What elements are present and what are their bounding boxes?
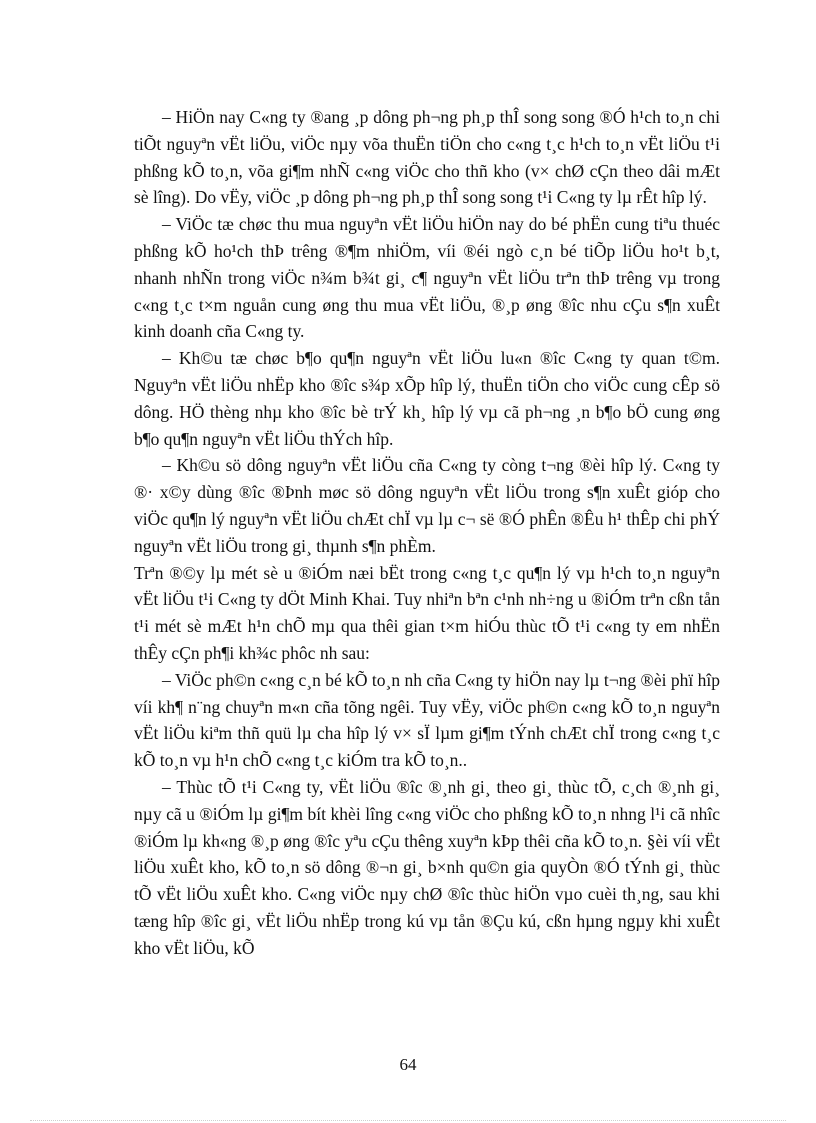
page-bottom-divider — [30, 1120, 786, 1121]
paragraph-2: – ViÖc tæ chøc thu mua nguyªn vËt liÖu hiÖn nay do bé phËn cung tiªu thuéc phßng kÕ ho¹ch thÞ trêng ®¶m nhiÖm, víi ®éi ngò c¸n bé tiÕp liÖu ho¹t b¸t, nhanh nhÑn trong viÖc n¾m b¾t gi¸ c¶ nguyªn vËt liÖu trªn thÞ trêng vµ trong c«ng t¸c t×m nguån cung øng thu mua vËt liÖu, ®¸p øng ®îc nhu cÇu s¶n xuÊt kinh doanh cña C«ng ty. — [134, 214, 720, 342]
paragraph-6: – ViÖc ph©n c«ng c¸n bé kÕ to¸n nh cña C«ng ty hiÖn nay lµ t¬ng ®èi phï hîp víi kh¶ n¨ng chuyªn m«n cña tõng ngêi. Tuy vËy, viÖc ph©n c«ng kÕ to¸n nguyªn vËt liÖu kiªm thñ quü lµ cha hîp lý v× sÏ lµm gi¶m tÝnh chÆt chÏ trong c«ng t¸c kÕ to¸n vµ h¹n chÕ c«ng t¸c kiÓm tra kÕ to¸n.. — [134, 669, 720, 771]
page-number: 64 — [399, 1055, 417, 1074]
paragraph-4: – Kh©u sö dông nguyªn vËt liÖu cña C«ng ty còng t¬ng ®èi hîp lý. C«ng ty ®· x©y dùng ®îc ®Þnh møc sö dông nguyªn vËt liÖu trong s¶n xuÊt gióp cho viÖc qu¶n lý nguyªn vËt liÖu chÆt chÏ vµ lµ c¬ së ®Ó phÊn ®Êu h¹ thÊp chi phÝ nguyªn vËt liÖu trong gi¸ thµnh s¶n phÈm. — [134, 455, 720, 556]
paragraph-5: Trªn ®©y lµ mét sè u ®iÓm næi bËt trong c«ng t¸c qu¶n lý vµ h¹ch to¸n nguyªn vËt liÖu t¹i C«ng ty dÖt Minh Khai. Tuy nhiªn bªn c¹nh nh÷ng u ®iÓm trªn cßn tån t¹i mét sè mÆt h¹n chÕ mµ qua thêi gian t×m hiÓu thùc tÕ t¹i c«ng ty em nhËn thÊy cÇn ph¶i kh¾c phôc nh sau: — [134, 562, 720, 663]
paragraph-1: – HiÖn nay C«ng ty ®ang ¸p dông ph¬ng ph¸p thÎ song song ®Ó h¹ch to¸n chi tiÕt nguyªn vËt liÖu, viÖc nµy võa thuËn tiÖn cho c«ng t¸c h¹ch to¸n vËt liÖu t¹i phßng kÕ to¸n, võa gi¶m nhÑ c«ng viÖc cho thñ kho (v× chØ cÇn theo dâi mÆt sè lîng). Do vËy, viÖc ¸p dông ph¬ng ph¸p thÎ song song t¹i C«ng ty lµ rÊt hîp lý. — [134, 107, 720, 208]
page-body — [134, 104, 720, 962]
paragraph-3: – Kh©u tæ chøc b¶o qu¶n nguyªn vËt liÖu lu«n ®îc C«ng ty quan t©m. Nguyªn vËt liÖu nhËp kho ®îc s¾p xÕp hîp lý, thuËn tiÖn cho viÖc cung cÊp sö dông. HÖ thèng nhµ kho ®îc bè trÝ kh¸ hîp lý vµ cã ph¬ng ¸n b¶o bÖ cung øng b¶o qu¶n nguyªn vËt liÖu thÝch hîp. — [134, 348, 720, 449]
paragraph-7: – Thùc tÕ t¹i C«ng ty, vËt liÖu ®îc ®¸nh gi¸ theo gi¸ thùc tÕ, c¸ch ®¸nh gi¸ nµy cã u ®iÓm lµ gi¶m bít khèi lîng c«ng viÖc cho phßng kÕ to¸n nhng l¹i cã nhîc ®iÓm lµ kh«ng ®¸p øng ®îc yªu cÇu thêng xuyªn kÞp thêi cña kÕ to¸n. §èi víi vËt liÖu xuÊt kho, kÕ to¸n sö dông ®¬n gi¸ b×nh qu©n gia quyÒn ®Ó tÝnh gi¸ thùc tÕ vËt liÖu xuÊt kho. C«ng viÖc nµy chØ ®îc thùc hiÖn vµo cuèi th¸ng, sau khi tæng hîp ®îc gi¸ vËt liÖu nhËp trong kú vµ tån ®Çu kú, cßn hµng ngµy khi xuÊt kho vËt liÖu, kÕ — [134, 776, 720, 958]
